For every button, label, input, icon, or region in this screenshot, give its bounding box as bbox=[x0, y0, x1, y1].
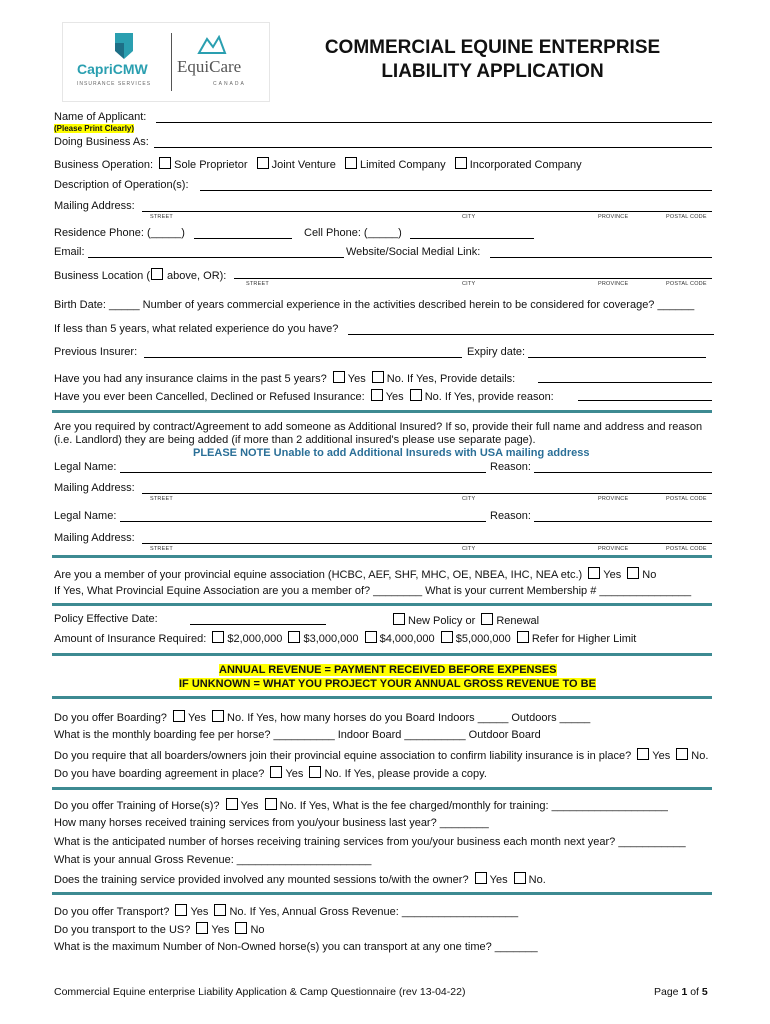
training-horses-question: How many horses received training services from you/your business last year? ________ bbox=[54, 817, 489, 829]
birth-date-question: Birth Date: _____ Number of years commercial experience in the activities described herein to be considered for coverage? ______ bbox=[54, 299, 695, 311]
boarders-association-yes-label: Yes bbox=[652, 750, 671, 762]
transport-no-label: No. If Yes, Annual Gross Revenue: ___________________ bbox=[229, 906, 519, 918]
transport-question: Do you offer Transport? bbox=[54, 906, 170, 918]
dba-field[interactable] bbox=[154, 147, 712, 148]
page-of: of bbox=[690, 986, 699, 998]
amount-2m-label: $2,000,000 bbox=[227, 633, 283, 645]
logo-block bbox=[62, 22, 270, 102]
business-location-field[interactable] bbox=[234, 278, 712, 279]
boarding-yes-label: Yes bbox=[188, 712, 206, 724]
legal-name-label-1: Legal Name: bbox=[54, 461, 117, 473]
mounted-no-checkbox[interactable] bbox=[514, 872, 526, 884]
capri-tagline: INSURANCE SERVICES bbox=[77, 81, 152, 87]
ai2-sub-street: STREET bbox=[150, 546, 173, 552]
training-no-label: No. If Yes, What is the fee charged/monthly for training: ___________________ bbox=[279, 800, 668, 812]
transport-row-1 bbox=[54, 904, 518, 918]
ai-mailing-field-1[interactable] bbox=[142, 493, 712, 494]
form-title bbox=[290, 36, 695, 84]
boarding-agreement-no-checkbox[interactable] bbox=[309, 766, 321, 778]
business-operation-row bbox=[54, 157, 582, 171]
mounted-sessions-question: Does the training service provided involved any mounted sessions to/with the owner? bbox=[54, 874, 469, 886]
amount-row bbox=[54, 631, 636, 645]
boarding-no-checkbox[interactable] bbox=[212, 710, 224, 722]
sub-street: STREET bbox=[150, 214, 173, 220]
email-field[interactable] bbox=[88, 257, 344, 258]
joint-venture-label: Joint Venture bbox=[271, 159, 336, 171]
legal-name-field-1[interactable] bbox=[120, 472, 486, 473]
effective-date-field[interactable] bbox=[190, 624, 326, 625]
section-divider-5 bbox=[52, 696, 712, 699]
additional-insured-para-2: (i.e. Landlord) they are being added (if more than 2 additional insured's please use separate page). bbox=[54, 434, 536, 446]
residence-phone-label: Residence Phone: (_____) bbox=[54, 227, 185, 239]
amount-5m-label: $5,000,000 bbox=[455, 633, 511, 645]
boarding-row-3 bbox=[54, 748, 708, 762]
amount-higher-checkbox[interactable] bbox=[517, 631, 529, 643]
website-label: Website/Social Medial Link: bbox=[346, 246, 481, 258]
applicant-name-field[interactable] bbox=[156, 122, 712, 123]
boarders-association-no-checkbox[interactable] bbox=[676, 748, 688, 760]
cancel-yes-label: Yes bbox=[385, 391, 404, 403]
new-policy-label: New Policy or bbox=[408, 615, 476, 627]
title-line-1: COMMERCIAL EQUINE ENTERPRISE bbox=[324, 37, 661, 58]
page-total: 5 bbox=[701, 986, 708, 998]
amount-5m-checkbox[interactable] bbox=[441, 631, 453, 643]
us-transport-question: Do you transport to the US? bbox=[54, 924, 191, 936]
legal-name-label-2: Legal Name: bbox=[54, 510, 117, 522]
claims-yes-checkbox[interactable] bbox=[333, 371, 345, 383]
section-divider-7 bbox=[52, 892, 712, 895]
cancel-no-checkbox[interactable] bbox=[410, 389, 422, 401]
same-location-checkbox[interactable] bbox=[151, 268, 163, 280]
boarding-agreement-yes-label: Yes bbox=[285, 768, 304, 780]
training-revenue-question: What is your annual Gross Revenue: ______________________ bbox=[54, 854, 372, 866]
mounted-yes-checkbox[interactable] bbox=[475, 872, 487, 884]
amount-3m-checkbox[interactable] bbox=[288, 631, 300, 643]
experience-question: If less than 5 years, what related experience do you have? bbox=[54, 323, 339, 335]
transport-no-checkbox[interactable] bbox=[214, 904, 226, 916]
section-divider-2 bbox=[52, 555, 712, 558]
loc-sub-province: PROVINCE bbox=[598, 281, 629, 287]
reason-label-2: Reason: bbox=[490, 510, 531, 522]
page-current: 1 bbox=[681, 986, 688, 998]
previous-insurer-label: Previous Insurer: bbox=[54, 346, 138, 358]
cancel-question: Have you ever been Cancelled, Declined or Refused Insurance: bbox=[54, 391, 365, 403]
incorporated-company-checkbox[interactable] bbox=[455, 157, 467, 169]
limited-company-checkbox[interactable] bbox=[345, 157, 357, 169]
equicare-name: EquiCare bbox=[177, 57, 242, 76]
us-transport-no-label: No bbox=[250, 924, 265, 936]
boarding-question: Do you offer Boarding? bbox=[54, 712, 167, 724]
transport-yes-checkbox[interactable] bbox=[175, 904, 187, 916]
experience-field[interactable] bbox=[348, 334, 714, 335]
title-line-2: LIABILITY APPLICATION bbox=[381, 61, 604, 82]
equicare-tagline: CANADA bbox=[213, 81, 246, 87]
ai1-sub-city: CITY bbox=[462, 496, 476, 502]
page-number bbox=[654, 986, 708, 998]
mounted-no-label: No. bbox=[528, 874, 546, 886]
applicant-name-label: Name of Applicant: bbox=[54, 111, 147, 123]
us-transport-yes-label: Yes bbox=[211, 924, 230, 936]
joint-venture-checkbox[interactable] bbox=[257, 157, 269, 169]
boarding-row-1 bbox=[54, 710, 590, 724]
operation-label: Business Operation: bbox=[54, 159, 154, 171]
boarding-agreement-question: Do you have boarding agreement in place? bbox=[54, 768, 265, 780]
amount-label: Amount of Insurance Required: bbox=[54, 633, 207, 645]
amount-4m-checkbox[interactable] bbox=[365, 631, 377, 643]
us-transport-yes-checkbox[interactable] bbox=[196, 922, 208, 934]
training-yes-label: Yes bbox=[240, 800, 259, 812]
association-no-label: No bbox=[642, 569, 657, 581]
boarding-row-4 bbox=[54, 766, 487, 780]
cancel-row bbox=[54, 389, 554, 403]
claims-no-label: No. If Yes, Provide details: bbox=[386, 373, 516, 385]
mounted-yes-label: Yes bbox=[489, 874, 508, 886]
sole-proprietor-label: Sole Proprietor bbox=[174, 159, 248, 171]
reason-label-1: Reason: bbox=[490, 461, 531, 473]
amount-4m-label: $4,000,000 bbox=[379, 633, 435, 645]
capri-logo-icon bbox=[109, 31, 139, 61]
transport-yes-label: Yes bbox=[190, 906, 209, 918]
description-label: Description of Operation(s): bbox=[54, 179, 189, 191]
transport-row-2 bbox=[54, 922, 265, 936]
loc-sub-street: STREET bbox=[246, 281, 269, 287]
print-clearly-note: (Please Print Clearly) bbox=[54, 124, 135, 133]
association-yes-checkbox[interactable] bbox=[588, 567, 600, 579]
business-location-row bbox=[54, 268, 226, 282]
sub-city: CITY bbox=[462, 214, 476, 220]
cell-phone-label: Cell Phone: (_____) bbox=[304, 227, 402, 239]
email-label: Email: bbox=[54, 246, 85, 258]
expiry-label: Expiry date: bbox=[467, 346, 526, 358]
max-horses-question: What is the maximum Number of Non-Owned horse(s) you can transport at any one time? _______ bbox=[54, 941, 538, 953]
policy-type-row bbox=[390, 613, 539, 627]
boarders-association-yes-checkbox[interactable] bbox=[637, 748, 649, 760]
cancel-yes-checkbox[interactable] bbox=[371, 389, 383, 401]
claims-no-checkbox[interactable] bbox=[372, 371, 384, 383]
dba-label: Doing Business As: bbox=[54, 136, 149, 148]
location-label-2: above, OR): bbox=[164, 270, 227, 282]
reason-field-2[interactable] bbox=[534, 521, 712, 522]
claims-details-field[interactable] bbox=[538, 382, 712, 383]
ai1-sub-postal: POSTAL CODE bbox=[666, 496, 707, 502]
ai1-sub-street: STREET bbox=[150, 496, 173, 502]
new-policy-checkbox[interactable] bbox=[393, 613, 405, 625]
limited-company-label: Limited Company bbox=[359, 159, 446, 171]
association-no-checkbox[interactable] bbox=[627, 567, 639, 579]
usa-note: PLEASE NOTE Unable to add Additional Insureds with USA mailing address bbox=[193, 447, 590, 459]
ai2-sub-province: PROVINCE bbox=[598, 546, 629, 552]
boarding-fee-question: What is the monthly boarding fee per horse? __________ Indoor Board __________ Outdoor Board bbox=[54, 729, 541, 741]
revenue-note-1: ANNUAL REVENUE = PAYMENT RECEIVED BEFORE EXPENSES bbox=[219, 664, 557, 676]
sole-proprietor-checkbox[interactable] bbox=[159, 157, 171, 169]
amount-3m-label: $3,000,000 bbox=[303, 633, 359, 645]
training-row-5 bbox=[54, 872, 546, 886]
cancel-no-label: No. If Yes, provide reason: bbox=[424, 391, 554, 403]
boarders-association-no-label: No. bbox=[691, 750, 709, 762]
effective-date-label: Policy Effective Date: bbox=[54, 613, 158, 625]
ai1-sub-province: PROVINCE bbox=[598, 496, 629, 502]
section-divider-3 bbox=[52, 603, 712, 606]
association-yes-label: Yes bbox=[603, 569, 622, 581]
claims-question: Have you had any insurance claims in the past 5 years? bbox=[54, 373, 327, 385]
boarders-association-question: Do you require that all boarders/owners join their provincial equine association to confirm liability insurance is in place? bbox=[54, 750, 632, 762]
capri-name: CapriCMW bbox=[77, 61, 148, 77]
amount-2m-checkbox[interactable] bbox=[212, 631, 224, 643]
ai-mailing-label-1: Mailing Address: bbox=[54, 482, 135, 494]
ai-mailing-label-2: Mailing Address: bbox=[54, 532, 135, 544]
us-transport-no-checkbox[interactable] bbox=[235, 922, 247, 934]
section-divider-1 bbox=[52, 410, 712, 413]
training-question: Do you offer Training of Horse(s)? bbox=[54, 800, 220, 812]
association-question: Are you a member of your provincial equine association (HCBC, AEF, SHF, MHC, OE, NBEA, IHC, NEA etc.) bbox=[54, 569, 583, 581]
ai2-sub-postal: POSTAL CODE bbox=[666, 546, 707, 552]
loc-sub-postal: POSTAL CODE bbox=[666, 281, 707, 287]
mailing-label: Mailing Address: bbox=[54, 200, 135, 212]
training-no-checkbox[interactable] bbox=[265, 798, 277, 810]
renewal-checkbox[interactable] bbox=[481, 613, 493, 625]
claims-yes-label: Yes bbox=[347, 373, 366, 385]
logo-divider bbox=[171, 33, 172, 91]
cell-phone-field[interactable] bbox=[410, 238, 534, 239]
footer-title: Commercial Equine enterprise Liability Application & Camp Questionnaire (rev 13-04-22) bbox=[54, 986, 466, 998]
mailing-field[interactable] bbox=[142, 211, 712, 212]
residence-phone-field[interactable] bbox=[194, 238, 292, 239]
boarding-no-label: No. If Yes, how many horses do you Board Indoors _____ Outdoors _____ bbox=[227, 712, 591, 724]
section-divider-4 bbox=[52, 653, 712, 656]
training-yes-checkbox[interactable] bbox=[226, 798, 238, 810]
incorporated-company-label: Incorporated Company bbox=[469, 159, 582, 171]
amount-higher-label: Refer for Higher Limit bbox=[531, 633, 637, 645]
training-row-1 bbox=[54, 798, 668, 812]
boarding-yes-checkbox[interactable] bbox=[173, 710, 185, 722]
description-field[interactable] bbox=[200, 190, 712, 191]
boarding-agreement-no-label: No. If Yes, please provide a copy. bbox=[324, 768, 487, 780]
loc-sub-city: CITY bbox=[462, 281, 476, 287]
additional-insured-para-1: Are you required by contract/Agreement to add someone as Additional Insured? If so, provide their full name and address and reason bbox=[54, 421, 703, 433]
sub-province: PROVINCE bbox=[598, 214, 629, 220]
ai2-sub-city: CITY bbox=[462, 546, 476, 552]
previous-insurer-field[interactable] bbox=[144, 357, 462, 358]
legal-name-field-2[interactable] bbox=[120, 521, 486, 522]
expiry-field[interactable] bbox=[528, 357, 706, 358]
boarding-agreement-yes-checkbox[interactable] bbox=[270, 766, 282, 778]
website-field[interactable] bbox=[490, 257, 712, 258]
sub-postal: POSTAL CODE bbox=[666, 214, 707, 220]
reason-field-1[interactable] bbox=[534, 472, 712, 473]
revenue-note-2: IF UNKNOWN = WHAT YOU PROJECT YOUR ANNUAL GROSS REVENUE TO BE bbox=[179, 678, 596, 690]
section-divider-6 bbox=[52, 787, 712, 790]
association-which-question: If Yes, What Provincial Equine Association are you a member of? ________ What is your current Membership # _______________ bbox=[54, 585, 692, 597]
page-prefix: Page bbox=[654, 986, 679, 998]
cancel-reason-field[interactable] bbox=[578, 400, 712, 401]
claims-row bbox=[54, 371, 515, 385]
renewal-label: Renewal bbox=[496, 615, 540, 627]
association-row bbox=[54, 567, 656, 581]
equicare-horse-icon bbox=[197, 35, 227, 55]
ai-mailing-field-2[interactable] bbox=[142, 543, 712, 544]
training-anticipated-question: What is the anticipated number of horses receiving training services from you/your business each month next year? ___________ bbox=[54, 836, 686, 848]
location-label: Business Location ( bbox=[54, 270, 150, 282]
